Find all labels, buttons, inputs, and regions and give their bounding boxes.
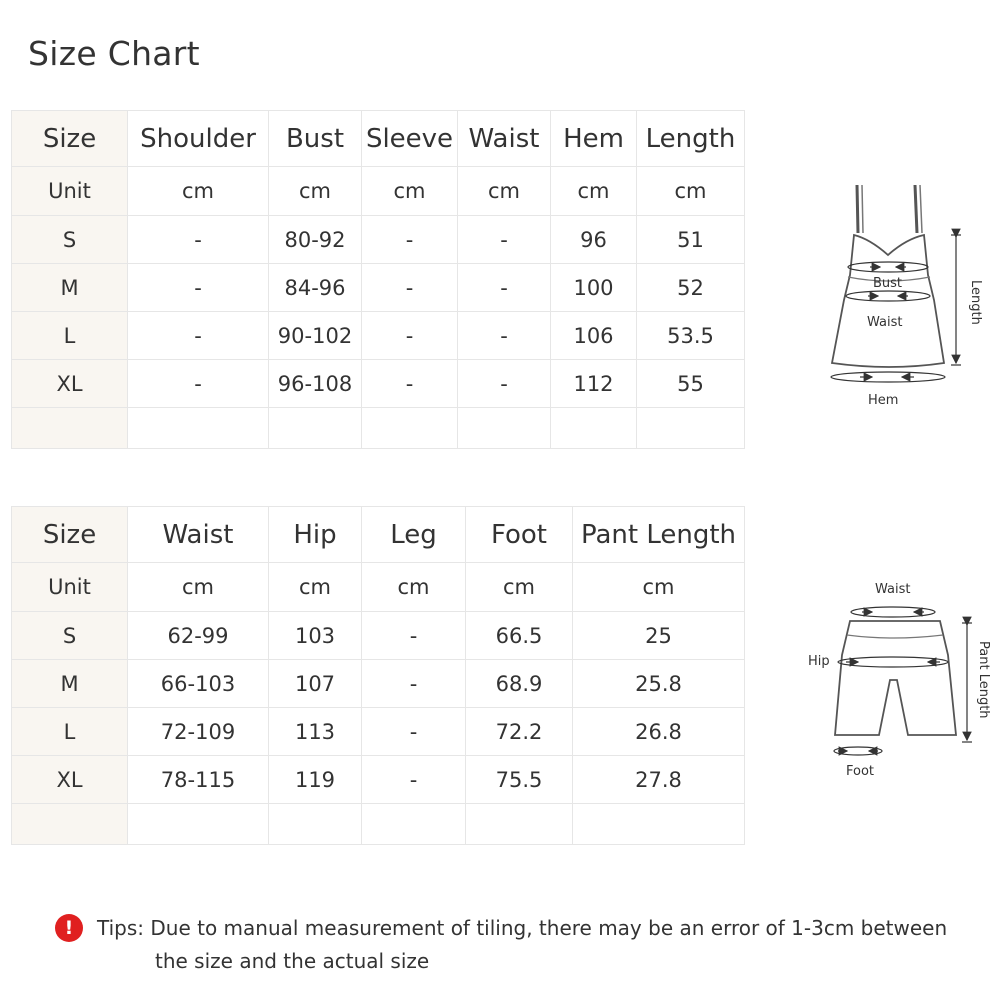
tips-line-2: the size and the actual size bbox=[155, 949, 430, 973]
header-cell: Size bbox=[12, 507, 128, 563]
table-cell: S bbox=[12, 612, 128, 660]
table-cell: 72-109 bbox=[128, 708, 269, 756]
unit-cell: Unit bbox=[12, 563, 128, 612]
empty-cell bbox=[573, 804, 745, 845]
empty-cell bbox=[128, 408, 269, 449]
hip-label: Hip bbox=[808, 654, 830, 669]
unit-row bbox=[12, 563, 745, 612]
table-cell: - bbox=[362, 264, 458, 312]
table-cell: - bbox=[362, 612, 466, 660]
top-size-table bbox=[11, 110, 745, 449]
header-cell: Waist bbox=[128, 507, 269, 563]
table-cell: - bbox=[362, 756, 466, 804]
table-cell: L bbox=[12, 312, 128, 360]
table-cell: 25.8 bbox=[573, 660, 745, 708]
empty-cell bbox=[128, 804, 269, 845]
table-cell: - bbox=[458, 312, 551, 360]
exclamation-icon: ! bbox=[55, 914, 83, 942]
table-cell: - bbox=[128, 312, 269, 360]
empty-cell bbox=[458, 408, 551, 449]
waist-label: Waist bbox=[867, 315, 903, 330]
unit-cell: cm bbox=[551, 167, 637, 216]
empty-cell bbox=[551, 408, 637, 449]
unit-cell: cm bbox=[362, 167, 458, 216]
table-cell: - bbox=[362, 708, 466, 756]
table-cell: - bbox=[362, 216, 458, 264]
table-cell: 68.9 bbox=[466, 660, 573, 708]
empty-row bbox=[12, 408, 745, 449]
table-cell: - bbox=[458, 360, 551, 408]
table-row bbox=[12, 612, 745, 660]
table-cell: 119 bbox=[269, 756, 362, 804]
table-header-row bbox=[12, 507, 745, 563]
page-title: Size Chart bbox=[28, 34, 200, 73]
table-cell: - bbox=[458, 216, 551, 264]
unit-cell: Unit bbox=[12, 167, 128, 216]
unit-cell: cm bbox=[637, 167, 745, 216]
empty-cell bbox=[269, 804, 362, 845]
table-cell: 52 bbox=[637, 264, 745, 312]
table-cell: 106 bbox=[551, 312, 637, 360]
table-cell: 25 bbox=[573, 612, 745, 660]
header-cell: Waist bbox=[458, 111, 551, 167]
table-cell: M bbox=[12, 660, 128, 708]
empty-cell bbox=[362, 408, 458, 449]
unit-cell: cm bbox=[362, 563, 466, 612]
table-cell: 26.8 bbox=[573, 708, 745, 756]
length-label: Length bbox=[968, 280, 983, 325]
header-cell: Hip bbox=[269, 507, 362, 563]
tips-line-1: Tips: Due to manual measurement of tiling, there may be an error of 1-3cm between bbox=[97, 916, 948, 940]
empty-cell bbox=[466, 804, 573, 845]
empty-cell bbox=[12, 408, 128, 449]
table-cell: 90-102 bbox=[269, 312, 362, 360]
foot-label: Foot bbox=[846, 764, 875, 779]
header-cell: Pant Length bbox=[573, 507, 745, 563]
table-cell: 51 bbox=[637, 216, 745, 264]
table-cell: XL bbox=[12, 360, 128, 408]
tips-text bbox=[97, 912, 967, 978]
table-cell: M bbox=[12, 264, 128, 312]
header-cell: Size bbox=[12, 111, 128, 167]
unit-cell: cm bbox=[466, 563, 573, 612]
table-cell: 84-96 bbox=[269, 264, 362, 312]
unit-cell: cm bbox=[458, 167, 551, 216]
table-cell: 112 bbox=[551, 360, 637, 408]
table-row bbox=[12, 708, 745, 756]
pant-length-label: Pant Length bbox=[976, 641, 991, 719]
table-cell: 75.5 bbox=[466, 756, 573, 804]
header-cell: Shoulder bbox=[128, 111, 269, 167]
header-cell: Bust bbox=[269, 111, 362, 167]
table-cell: 80-92 bbox=[269, 216, 362, 264]
header-cell: Foot bbox=[466, 507, 573, 563]
table-cell: XL bbox=[12, 756, 128, 804]
table-cell: - bbox=[128, 216, 269, 264]
table-cell: S bbox=[12, 216, 128, 264]
table-cell: 107 bbox=[269, 660, 362, 708]
shorts-icon bbox=[800, 575, 995, 785]
table-cell: - bbox=[362, 360, 458, 408]
table-cell: 62-99 bbox=[128, 612, 269, 660]
table-row bbox=[12, 756, 745, 804]
table-row bbox=[12, 660, 745, 708]
table-cell: - bbox=[458, 264, 551, 312]
unit-cell: cm bbox=[269, 167, 362, 216]
empty-row bbox=[12, 804, 745, 845]
unit-cell: cm bbox=[128, 167, 269, 216]
camisole-icon bbox=[810, 175, 995, 415]
table-cell: - bbox=[362, 660, 466, 708]
table-cell: 78-115 bbox=[128, 756, 269, 804]
bottom-size-table bbox=[11, 506, 745, 845]
table-cell: 72.2 bbox=[466, 708, 573, 756]
table-cell: 66-103 bbox=[128, 660, 269, 708]
header-cell: Leg bbox=[362, 507, 466, 563]
table-cell: 55 bbox=[637, 360, 745, 408]
unit-row bbox=[12, 167, 745, 216]
bust-label: Bust bbox=[873, 276, 903, 291]
table-cell: 53.5 bbox=[637, 312, 745, 360]
table-cell: - bbox=[128, 264, 269, 312]
empty-cell bbox=[269, 408, 362, 449]
table-cell: 27.8 bbox=[573, 756, 745, 804]
table-header-row bbox=[12, 111, 745, 167]
empty-cell bbox=[12, 804, 128, 845]
hem-label: Hem bbox=[868, 393, 899, 408]
table-cell: L bbox=[12, 708, 128, 756]
header-cell: Hem bbox=[551, 111, 637, 167]
table-row bbox=[12, 264, 745, 312]
empty-cell bbox=[362, 804, 466, 845]
table-cell: 66.5 bbox=[466, 612, 573, 660]
table-cell: 103 bbox=[269, 612, 362, 660]
table-cell: 96-108 bbox=[269, 360, 362, 408]
table-row bbox=[12, 360, 745, 408]
table-cell: 100 bbox=[551, 264, 637, 312]
table-cell: - bbox=[128, 360, 269, 408]
table-cell: 96 bbox=[551, 216, 637, 264]
waist-label: Waist bbox=[875, 582, 911, 597]
table-row bbox=[12, 312, 745, 360]
table-cell: 113 bbox=[269, 708, 362, 756]
unit-cell: cm bbox=[269, 563, 362, 612]
table-cell: - bbox=[362, 312, 458, 360]
empty-cell bbox=[637, 408, 745, 449]
header-cell: Sleeve bbox=[362, 111, 458, 167]
unit-cell: cm bbox=[128, 563, 269, 612]
table-row bbox=[12, 216, 745, 264]
header-cell: Length bbox=[637, 111, 745, 167]
unit-cell: cm bbox=[573, 563, 745, 612]
